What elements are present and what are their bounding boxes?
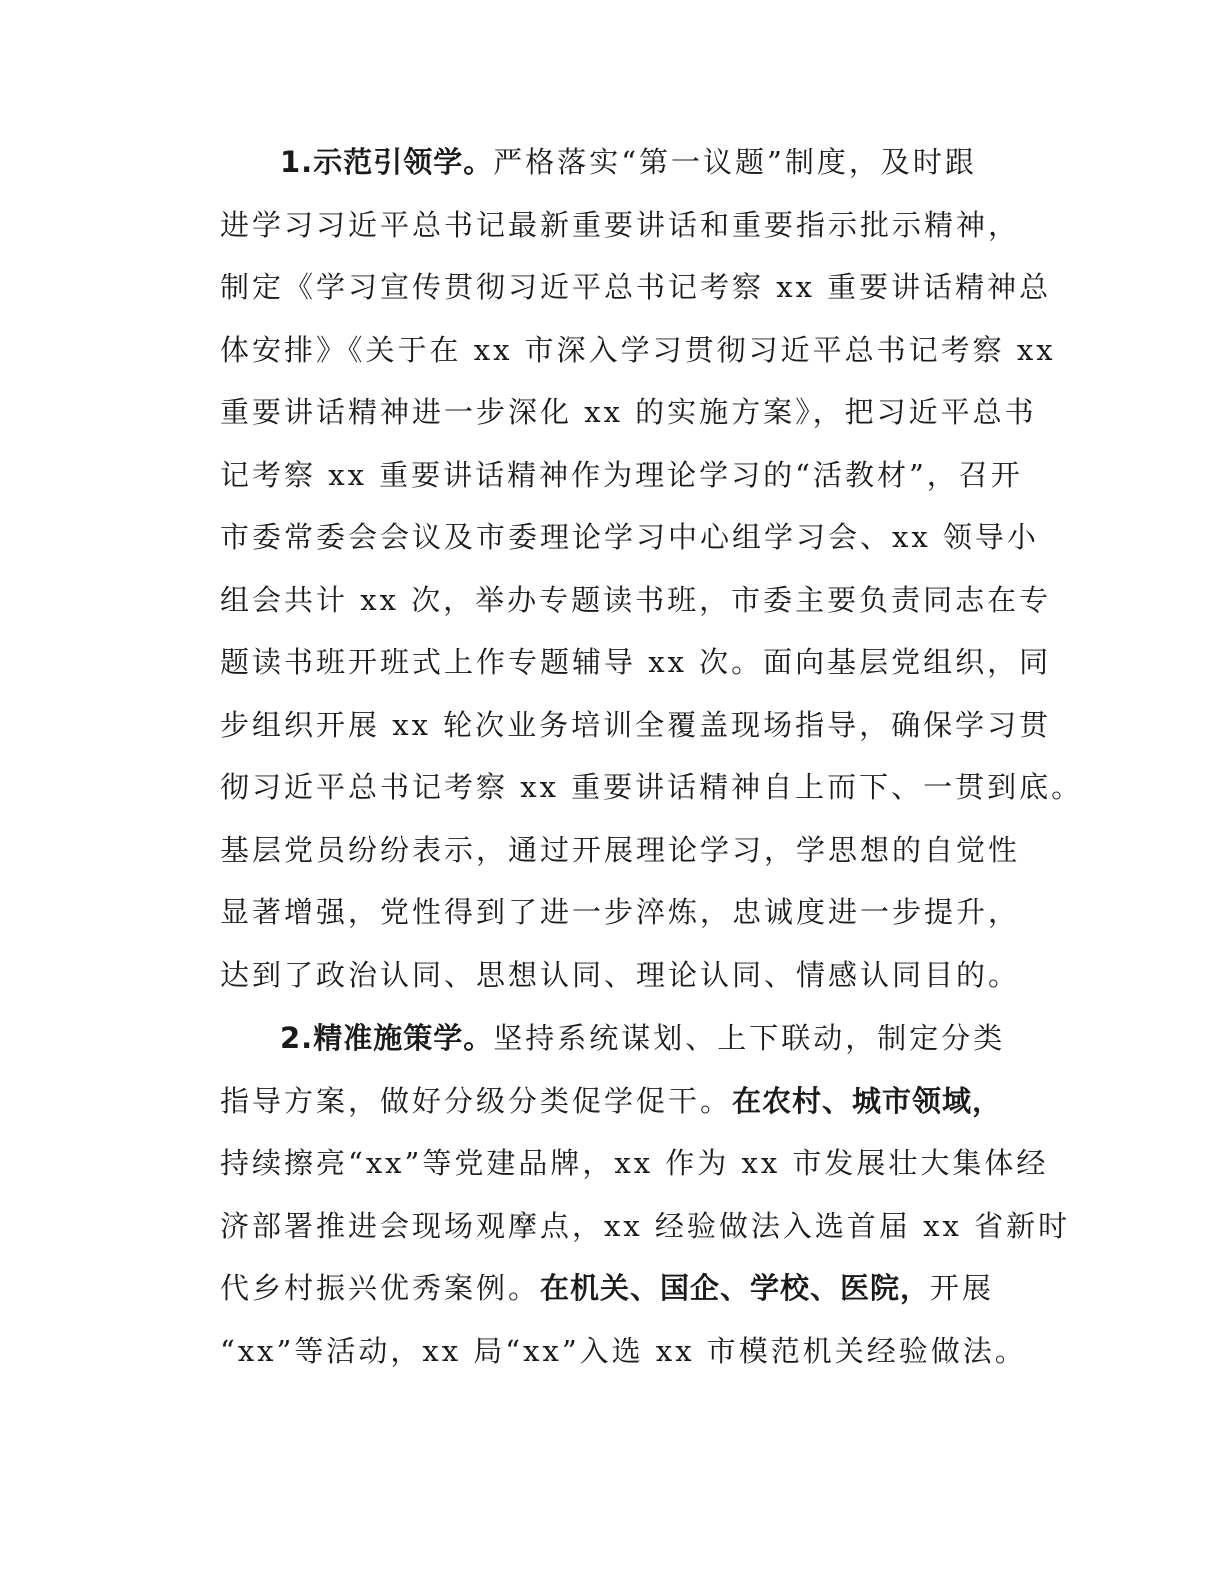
paragraph-1-line-6: 记考察 xx 重要讲话精神作为理论学习的“活教材”，召开 <box>220 457 1023 492</box>
paragraph-1-line-5: 重要讲话精神进一步深化 xx 的实施方案》，把习近平总书 <box>220 395 1037 429</box>
paragraph-1-line-10: 步组织开展 xx 轮次业务培训全覆盖现场指导，确保学习贯 <box>220 707 1052 742</box>
paragraph-2-line-4: 济部署推进会现场观摩点，xx 经验做法入选首届 xx 省新时 <box>220 1208 1071 1243</box>
paragraph-1-line-2: 进学习习近平总书记最新重要讲话和重要指示批示精神， <box>220 207 1021 242</box>
paragraph-1-line-3: 制定《学习宣传贯彻习近平总书记考察 xx 重要讲话精神总 <box>220 270 1052 304</box>
paragraph-1-line-12: 基层党员纷纷表示，通过开展理论学习，学思想的自觉性 <box>220 832 1021 867</box>
paragraph-1-line-14: 达到了政治认同、思想认同、理论认同、情感认同目的。 <box>220 957 1021 992</box>
paragraph-2-line-5-text: 代乡村振兴优秀案例。 <box>220 1271 541 1305</box>
paragraph-1-line-1 <box>220 131 1050 194</box>
paragraph-2-line-3: 持续擦亮“xx”等党建品牌，xx 作为 xx 市发展壮大集体经 <box>220 1146 1049 1180</box>
paragraph-2-line-1-text: 坚持系统谋划、上下联动，制定分类 <box>493 1021 1006 1055</box>
paragraph-1-heading: 1.示范引领学。 <box>280 145 494 179</box>
paragraph-1 <box>220 131 1084 1006</box>
paragraph-1-line-13: 显著增强，党性得到了进一步淬炼，忠诚度进一步提升， <box>220 895 1021 929</box>
paragraph-2-line-5-emphasis: 在机关、国企、学校、医院， <box>540 1271 931 1305</box>
paragraph-2-line-5-tail: 开展 <box>930 1271 995 1305</box>
paragraph-1-line-9: 题读书班开班式上作专题辅导 xx 次。面向基层党组织，同 <box>220 645 1052 679</box>
paragraph-1-line-7: 市委常委会会议及市委理论学习中心组学习会、xx 领导小 <box>220 520 1039 554</box>
paragraph-2-line-5 <box>220 1257 1050 1320</box>
paragraph-1-line-1-text: 严格落实“第一议题”制度，及时跟 <box>493 145 977 179</box>
paragraph-1-line-4: 体安排》《关于在 xx 市深入学习贯彻习近平总书记考察 xx <box>220 332 1056 367</box>
paragraph-2-heading: 2.精准施策学。 <box>280 1021 494 1055</box>
paragraph-2 <box>220 1007 1071 1382</box>
paragraph-1-line-8: 组会共计 xx 次，举办专题读书班，市委主要负责同志在专 <box>220 582 1052 617</box>
paragraph-2-line-2-text: 指导方案，做好分级分类促学促干。 <box>220 1083 733 1118</box>
paragraph-2-line-2 <box>220 1070 1050 1133</box>
paragraph-1-line-11: 彻习近平总书记考察 xx 重要讲话精神自上而下、一贯到底。 <box>220 770 1084 804</box>
paragraph-2-line-2-emphasis: 在农村、城市领域， <box>732 1083 1003 1118</box>
paragraph-2-line-6: “xx”等活动，xx 局“xx”入选 xx 市模范机关经验做法。 <box>220 1333 1027 1368</box>
paragraph-2-line-1 <box>220 1007 1050 1070</box>
